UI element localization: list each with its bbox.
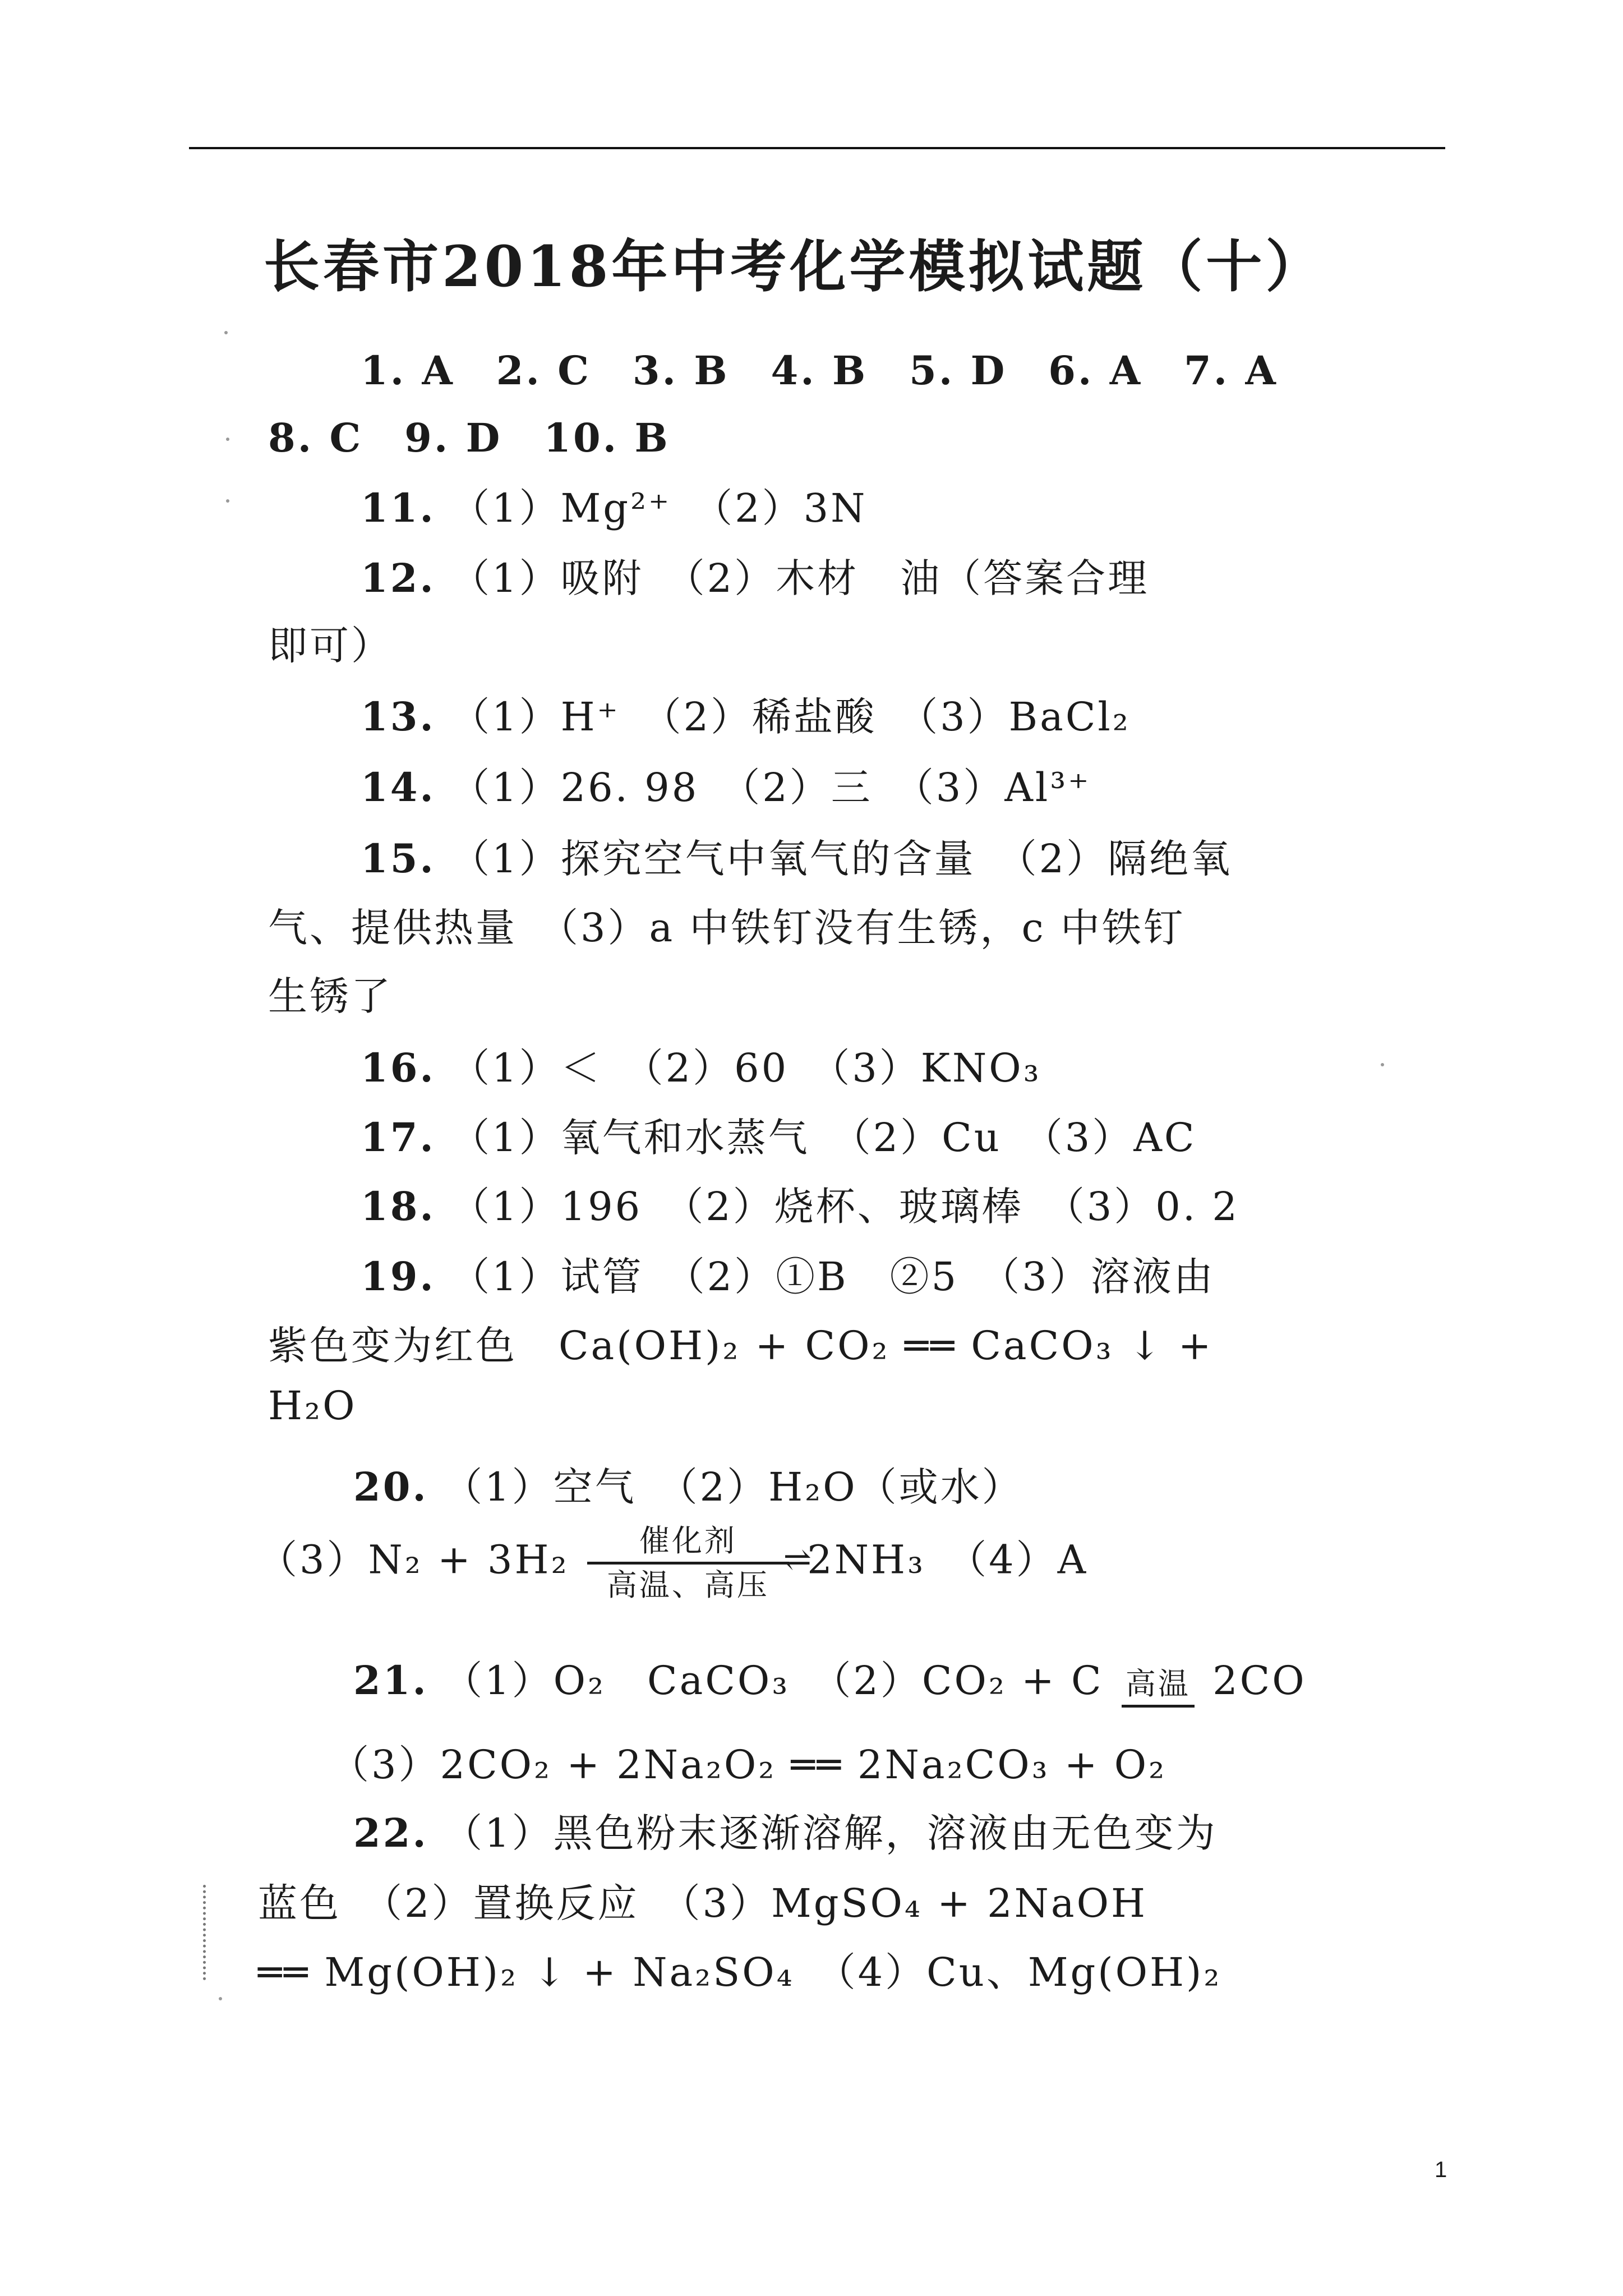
page-title: 长春市2018年中考化学模拟试题（十）	[264, 233, 1325, 300]
scan-speck	[226, 438, 229, 441]
answer-20-equation	[258, 1521, 1088, 1605]
equation-products: 2NH₃ （4）A	[807, 1536, 1089, 1583]
answer-text: （1）探究空气中氧气的含量 （2）隔绝氧	[450, 836, 1233, 882]
answer-text: （1）空气 （2）H₂O（或水）	[443, 1464, 1023, 1510]
answer-text: 蓝色 （2）置换反应 （3）MgSO₄ + 2NaOH	[258, 1880, 1148, 1926]
answer-text: 气、提供热量 （3）a 中铁钉没有生锈，c 中铁钉	[268, 905, 1185, 951]
reaction-condition	[587, 1521, 789, 1605]
reversible-arrow	[587, 1562, 789, 1565]
answer-22	[353, 1802, 1218, 1858]
answers-choice-8-10: 8. C 9. D 10. B	[268, 415, 670, 461]
question-number: 18.	[361, 1183, 436, 1230]
answer-15-cont-1	[268, 896, 1185, 953]
scan-speck	[1381, 1063, 1384, 1066]
question-number: 19.	[361, 1253, 436, 1300]
question-number: 22.	[353, 1810, 428, 1856]
answer-text: ══ Mg(OH)₂ ↓ + Na₂SO₄ （4）Cu、Mg(OH)₂	[258, 1949, 1222, 1995]
equation-reactants: （3）N₂ + 3H₂	[258, 1536, 569, 1583]
answer-text: （1）氧气和水蒸气 （2）Cu （3）AC	[450, 1115, 1197, 1161]
question-number: 17.	[361, 1114, 436, 1161]
answer-14	[361, 756, 1091, 813]
answer-text: 即可）	[268, 623, 393, 669]
answer-text: 紫色变为红色 Ca(OH)₂ + CO₂ ══ CaCO₃ ↓ +	[268, 1323, 1214, 1369]
answer-text: H₂O	[268, 1383, 357, 1429]
answer-18	[361, 1175, 1239, 1232]
answers-choice-1-7: 1. A 2. C 3. B 4. B 5. D 6. A 7. A	[361, 347, 1278, 394]
answer-text: （1）＜ （2）60 （3）KNO₃	[450, 1045, 1041, 1091]
answers-line-1	[361, 339, 1278, 396]
condition-temp-pressure: 高温、高压	[606, 1567, 769, 1603]
answer-19-cont-2	[268, 1383, 357, 1429]
answer-text: 生锈了	[268, 973, 393, 1019]
answer-text: （1）吸附 （2）木材 油（答案合理	[450, 555, 1150, 601]
answer-22-cont-1	[258, 1872, 1147, 1929]
answer-15	[361, 827, 1232, 884]
condition-high-temp: 高温	[1125, 1666, 1191, 1701]
answer-12	[361, 547, 1149, 604]
question-number: 15.	[361, 835, 436, 882]
answer-22-cont-2	[258, 1941, 1221, 1998]
header-rule	[189, 147, 1445, 149]
question-number: 13.	[361, 693, 436, 740]
answer-21-cont	[330, 1733, 1166, 1790]
answer-12-cont	[268, 614, 393, 671]
question-number: 21.	[353, 1657, 428, 1704]
answer-16	[361, 1037, 1041, 1093]
answer-19	[361, 1245, 1215, 1302]
page-number: 1	[1435, 2157, 1447, 2182]
answer-text: （1）试管 （2）①B ②5 （3）溶液由	[450, 1254, 1215, 1300]
scan-speck	[224, 331, 228, 334]
scan-speck	[226, 499, 229, 503]
answer-text: （1）H⁺ （2）稀盐酸 （3）BaCl₂	[450, 694, 1131, 740]
answer-text: （1）26. 98 （2）三 （3）Al³⁺	[450, 765, 1091, 811]
answer-text: （1）黑色粉末逐渐溶解，溶液由无色变为	[443, 1810, 1218, 1856]
reaction-arrow	[1122, 1705, 1195, 1708]
answer-text: （1）Mg²⁺ （2）3N	[450, 485, 868, 531]
answers-line-2	[268, 407, 670, 463]
binding-margin-dots	[203, 1885, 209, 1980]
answer-13	[361, 685, 1131, 742]
equation-products: 2CO	[1212, 1658, 1307, 1704]
answer-text: （1）O₂ CaCO₃ （2）CO₂ + C	[443, 1658, 1104, 1704]
question-number: 20.	[353, 1464, 428, 1510]
question-number: 11.	[361, 485, 436, 531]
answer-text: （3）2CO₂ + 2Na₂O₂ ══ 2Na₂CO₃ + O₂	[330, 1742, 1167, 1788]
question-number: 16.	[361, 1045, 436, 1091]
answer-15-cont-2	[268, 965, 393, 1022]
scan-speck	[219, 1997, 222, 2000]
answer-text: （1）196 （2）烧杯、玻璃棒 （3）0. 2	[450, 1184, 1239, 1230]
answer-20	[353, 1456, 1023, 1512]
answer-19-cont-1	[268, 1314, 1213, 1371]
reaction-condition	[1122, 1664, 1195, 1709]
question-number: 12.	[361, 555, 436, 601]
question-number: 14.	[361, 764, 436, 811]
answer-17	[361, 1106, 1196, 1163]
answer-11	[361, 477, 867, 533]
answer-21	[353, 1649, 1307, 1709]
condition-catalyst: 催化剂	[639, 1523, 737, 1558]
